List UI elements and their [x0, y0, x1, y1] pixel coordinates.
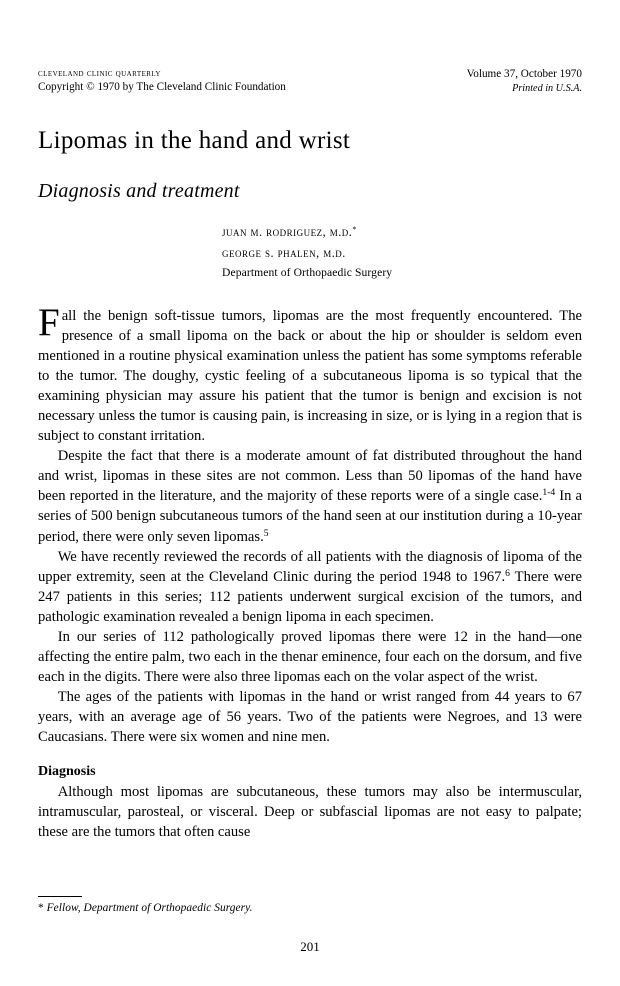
- article-subtitle: Diagnosis and treatment: [38, 180, 240, 202]
- footnote: [38, 901, 582, 916]
- paragraph-2-text-b: In a series of 500 benign subcutaneous tumors of the hand seen at our institution during a 10-year period, there were only seven lipomas.: [38, 488, 582, 545]
- paragraph-1-text: Fall the benign soft-tissue tumors, lipomas are the most frequently encountered. The presence of a small lipoma on the back or about the hip or shoulder is seldom even mentioned in a routine physical examination unless the patient has some symptoms referable to the tumor. The doughy, cystic feeling of a subcutaneous lipoma is so typical that the examining physician may assure his patient that the tumor is benign and excision is not necessary unless the tumor is causing pain, is increasing in size, or is lying in a region that is subject to constant irritation.: [38, 301, 582, 445]
- section-heading-diagnosis: Diagnosis: [38, 764, 96, 780]
- paragraph-2-text-a: Despite the fact that there is a moderate amount of fat distributed throughout the hand and wrist, lipomas in these sites are not common. Less than 50 lipomas of the hand have been reported in the literature, and the majority of these reports were of a single case.: [38, 448, 582, 505]
- volume-issue-date: Volume 37, October 1970: [466, 68, 582, 80]
- paragraph-6: Although most lipomas are subcutaneous, these tumors may also be intermuscular, intramuscular, parosteal, or visceral. Deep or subfascial lipomas are not easy to palpate; these are the tumors that often cause: [38, 784, 582, 841]
- footnote-marker: *: [38, 902, 44, 914]
- paragraph-1: [38, 301, 582, 446]
- citation-ref-1-4: 1-4: [542, 487, 556, 499]
- article-body: [38, 301, 582, 842]
- page-number: 201: [300, 939, 320, 954]
- author-secondary: george s. phalen, m.d.: [222, 246, 346, 260]
- paragraph-3: [38, 547, 582, 627]
- journal-name: cleveland clinic quarterly: [38, 69, 161, 79]
- paragraph-3-text-a: We have recently reviewed the records of all patients with the diagnosis of lipoma of the upper extremity, seen at the Cleveland Clinic during the period 1948 to 1967.: [38, 548, 582, 585]
- author-primary-name: juan m. rodriguez, m.d.: [222, 225, 353, 239]
- citation-ref-5: 5: [263, 527, 269, 539]
- author-affiliation: Department of Orthopaedic Surgery: [222, 266, 393, 279]
- author-primary: [222, 222, 392, 243]
- footnote-area: [38, 896, 582, 916]
- author-footnote-marker: *: [352, 224, 357, 234]
- footnote-text: Fellow, Department of Orthopaedic Surgery.: [46, 902, 253, 914]
- paragraph-3-text-b: There were 247 patients in this series; 112 patients underwent surgical excision of the tumors, and pathologic examination revealed a benign lipoma in each specimen.: [38, 568, 582, 625]
- masthead-left: [38, 68, 286, 95]
- paragraph-4: In our series of 112 pathologically proved lipomas there were 12 in the hand—one affecting the entire palm, two each in the thenar eminence, four each on the dorsum, and five each in the digits. There were also three lipomas each on the volar aspect of the wrist.: [38, 628, 582, 685]
- masthead: [38, 68, 582, 95]
- masthead-right: [467, 68, 582, 95]
- paragraph-2: [38, 446, 582, 546]
- page-title: Lipomas in the hand and wrist: [38, 127, 351, 154]
- footnote-divider: [38, 896, 82, 897]
- citation-ref-6: 6: [505, 567, 510, 579]
- printed-in-notice: Printed in U.S.A.: [512, 82, 582, 94]
- byline: [222, 222, 392, 281]
- paragraph-5: The ages of the patients with lipomas in the hand or wrist ranged from 44 years to 67 years, with an average age of 56 years. Two of the patients were Negroes, and 13 were Caucasians. There were six women and nine men.: [38, 688, 582, 745]
- copyright-notice: Copyright © 1970 by The Cleveland Clinic Foundation: [38, 81, 286, 93]
